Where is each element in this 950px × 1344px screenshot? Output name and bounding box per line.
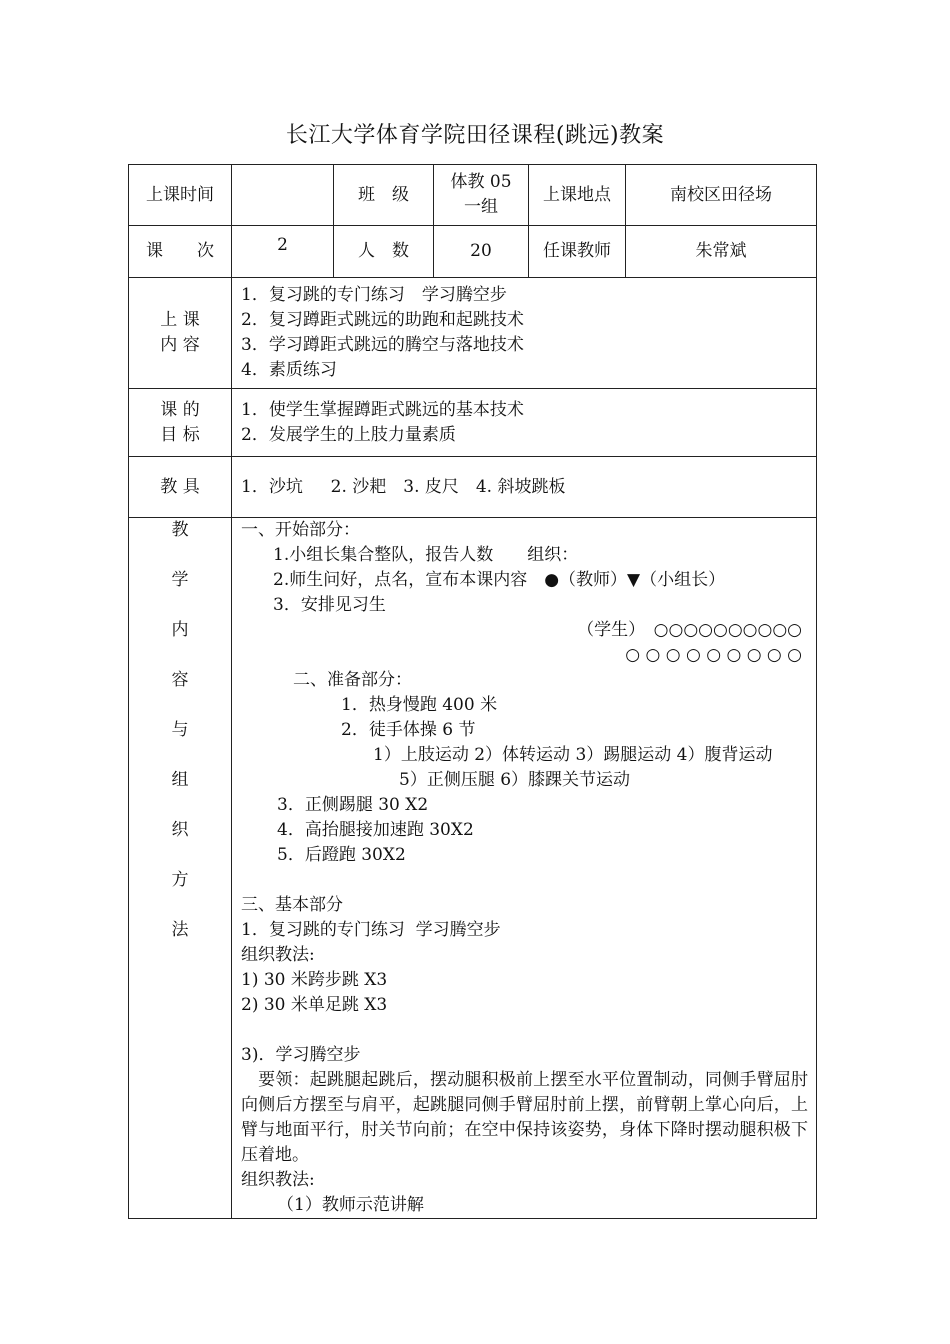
goals-label xyxy=(129,389,232,457)
method-content xyxy=(232,518,817,1219)
count-label: 人 数 xyxy=(334,226,434,278)
session-value-cell xyxy=(232,226,334,278)
count-value: 20 xyxy=(434,226,529,278)
content-label-line-1: 上 课 xyxy=(160,310,200,330)
method-label-char: 方 xyxy=(171,870,189,890)
method-label xyxy=(129,518,232,1219)
header-row-2 xyxy=(129,226,817,278)
basic-item-3: 3)．学习腾空步 xyxy=(241,1045,361,1065)
method-label-char: 教 xyxy=(171,520,189,540)
basic-item-1a: 1) 30 米跨步跳 X3 xyxy=(241,970,388,990)
goal-item: 1．使学生掌握蹲距式跳远的基本技术 xyxy=(241,399,524,420)
page-title: 长江大学体育学院田径课程(跳远)教案 xyxy=(285,123,665,148)
class-value-line-1: 体教 05 xyxy=(450,172,512,192)
goal-item: 2．发展学生的上肢力量素质 xyxy=(241,424,456,445)
start-item-3: 3．安排见习生 xyxy=(273,595,386,615)
header-row-1 xyxy=(129,165,817,226)
method-label-char: 织 xyxy=(171,820,189,840)
basic-section-title: 三、基本部分 xyxy=(241,895,343,915)
method-label-char: 法 xyxy=(171,920,189,940)
content-item: 3．学习蹲距式跳远的腾空与落地技术 xyxy=(241,335,524,355)
content-item: 4．素质练习 xyxy=(241,360,337,380)
teacher-label: 任课教师 xyxy=(529,226,626,278)
method-label-char: 容 xyxy=(171,670,189,690)
start-item-1: 1.小组长集合整队，报告人数 组织： xyxy=(273,545,579,565)
basic-item-1: 1．复习跳的专门练习 学习腾空步 xyxy=(241,920,501,940)
start-item-2: 2.师生问好，点名，宣布本课内容 ●（教师）▼（小组长） xyxy=(273,570,726,590)
class-value xyxy=(434,165,529,226)
content-item: 2．复习蹲距式跳远的助跑和起跳技术 xyxy=(241,310,524,330)
place-label: 上课地点 xyxy=(529,165,626,226)
time-value xyxy=(232,165,334,226)
student-formation-row-1: （学生） ○○○○○○○○○○ xyxy=(577,620,802,640)
session-value: 2 xyxy=(277,235,288,255)
blank-line xyxy=(241,1018,808,1043)
equipment-row xyxy=(129,457,817,518)
method-label-char: 学 xyxy=(171,570,189,590)
prep-item-2: 2．徒手体操 6 节 xyxy=(341,720,476,740)
equipment-label: 教 具 xyxy=(129,457,232,518)
content-label-line-2: 内 容 xyxy=(160,335,200,355)
goals-label-line-2: 目 标 xyxy=(160,424,200,445)
blank-line xyxy=(241,868,808,893)
content-row xyxy=(129,278,817,389)
prep-item-2-sub-2: 5）正侧压腿 6）膝踝关节运动 xyxy=(399,770,631,790)
teacher-value: 朱常斌 xyxy=(626,226,817,278)
basic-item-1b: 2) 30 米单足跳 X3 xyxy=(241,995,388,1015)
content-item: 1．复习跳的专门练习 学习腾空步 xyxy=(241,285,507,305)
prep-item-1: 1．热身慢跑 400 米 xyxy=(341,695,498,715)
method-label-char: 组 xyxy=(171,770,189,790)
class-value-line-2: 一组 xyxy=(464,197,498,217)
org-method-label-2: 组织教法: xyxy=(241,1170,315,1190)
prep-item-3: 3．正侧踢腿 30 X2 xyxy=(277,795,429,815)
prep-item-2-sub-1: 1）上肢运动 2）体转运动 3）踢腿运动 4）腹背运动 xyxy=(373,745,773,765)
essentials-paragraph: 要领：起跳腿起跳后，摆动腿积极前上摆至水平位置制动，同侧手臂屈肘向侧后方摆至与肩平，起跳腿同侧手臂屈肘前上摆，前臂朝上掌心向后，上臂与地面平行，肘关节向前；在空中保持该姿势，身体下降时摆动腿积极下压着地。 xyxy=(241,1070,808,1165)
session-label: 课 次 xyxy=(129,226,232,278)
class-label: 班 级 xyxy=(334,165,434,226)
content-list xyxy=(232,278,817,389)
method-label-char: 内 xyxy=(171,620,189,640)
student-formation-row-2: ○ ○ ○ ○ ○ ○ ○ ○ ○ xyxy=(625,645,802,665)
prep-section-title: 二、准备部分： xyxy=(293,670,412,690)
goals-label-line-1: 课 的 xyxy=(160,399,200,420)
equipment-text: 1．沙坑 2. 沙耙 3. 皮尺 4. 斜坡跳板 xyxy=(241,476,566,497)
method-label-char: 与 xyxy=(171,720,189,740)
lesson-plan-table xyxy=(128,164,817,1219)
goals-row xyxy=(129,389,817,457)
method-row xyxy=(129,518,817,1219)
equipment-value xyxy=(232,457,817,518)
prep-item-4: 4．高抬腿接加速跑 30X2 xyxy=(277,820,474,840)
goals-list xyxy=(232,389,817,457)
content-label xyxy=(129,278,232,389)
place-value: 南校区田径场 xyxy=(626,165,817,226)
prep-item-5: 5．后蹬跑 30X2 xyxy=(277,845,406,865)
org-method-label: 组织教法: xyxy=(241,945,315,965)
org-item-1: （1）教师示范讲解 xyxy=(277,1195,424,1215)
start-section-title: 一、开始部分： xyxy=(241,520,360,540)
time-label: 上课时间 xyxy=(129,165,232,226)
